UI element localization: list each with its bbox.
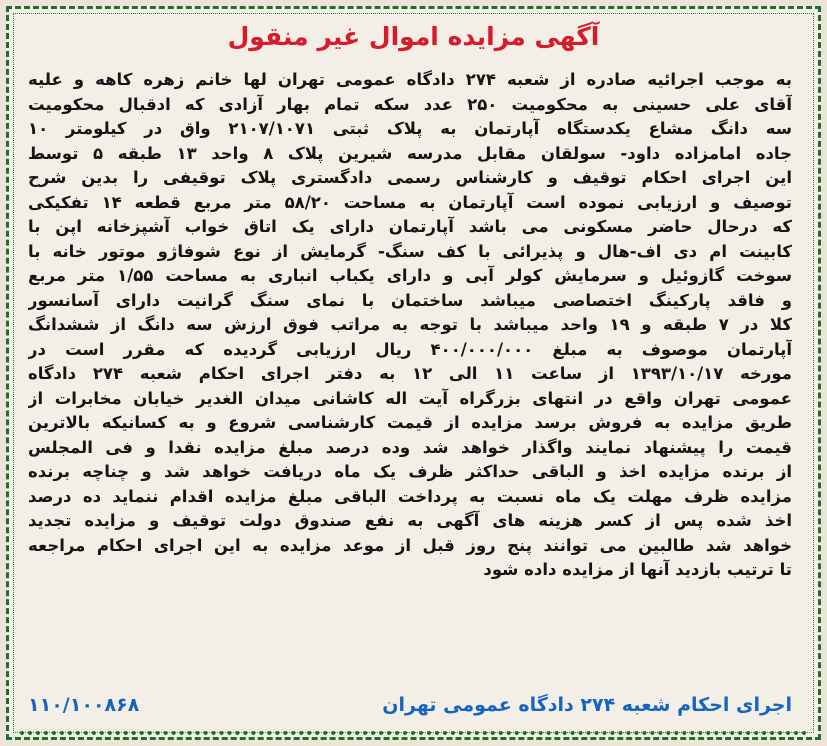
- notice-line: عمومی تهران واقع در انتهای بزرگراه آیت اله کاشانی میدان الغدیر خیابان مخابرات از: [28, 388, 792, 408]
- notice-line: سوخت گازوئیل و سرمایش کولر آبی و دارای یکباب انباری به مساحت ۱/۵۵ متر مربع: [28, 266, 792, 285]
- notice-line: سه دانگ مشاع یکدستگاه آپارتمان به پلاک ثبتی ۲۱۰۷/۱۰۷۱ واق در کیلومتر ۱۰: [28, 119, 792, 138]
- notice-line: قیمت را پیشنهاد نمایند واگذار خواهد شد وده درصد مبلغ مزایده نقدا و فی المجلس: [28, 437, 792, 457]
- notice-line: آقای علی حسینی به محکومیت ۲۵۰ عدد سکه تمام بهار آزادی که ادقبال محکومیت: [28, 94, 792, 114]
- notice-line: طریق مزایده به فروش برسد مزایده از قیمت کارشناسی شروع و به کسانیکه بالاترین: [28, 413, 792, 432]
- notice-line: از برنده مزایده اخذ و الباقی حداکثر ظرف یک ماه دریافت خواهد شد و چناچه برنده: [28, 462, 792, 481]
- notice-footer: [28, 690, 792, 720]
- notice-line: کابینت ام دی اف-هال و پذیرائی با کف سنگ- گرمایش از نوع شوفاژو موتور خانه با: [28, 241, 792, 261]
- notice-line: مورخه ۱۳۹۳/۱۰/۱۷ از ساعت ۱۱ الی ۱۲ به دفتر اجرای احکام شعبه ۲۷۴ دادگاه: [28, 364, 792, 383]
- notice-line: مزایده ظرف مهلت یک ماه نسبت به پرداخت الباقی مبلغ مزایده اقدام ننماید ده درصد: [28, 486, 792, 506]
- notice-title: آگهی مزایده اموال غیر منقول: [227, 22, 600, 51]
- notice-line: آپارتمان موصوف به مبلغ ۴۰۰/۰۰۰/۰۰۰ ریال ارزیابی گردیده که مقرر است در: [28, 339, 792, 359]
- notice-line: کلا در ۷ طبقه و ۱۹ واحد میباشد با توجه به مراتب فوق ارزش سه دانگ از ششدانگ: [28, 315, 792, 334]
- notice-line: اخذ شده پس از کسر هزینه های آگهی به نفع صندوق دولت توقیف و مزایده تجدید: [28, 511, 792, 530]
- notice-line-last: تا ترتیب بازدید آنها از مزایده داده شود: [483, 560, 792, 579]
- issuer-name: اجرای احکام شعبه ۲۷۴ دادگاه عمومی تهران: [382, 694, 792, 716]
- notice-body: [28, 68, 792, 583]
- notice-line: جاده امامزاده داود- سولقان مقابل مدرسه شیرین پلاک ۸ واحد ۱۳ طبقه ۵ توسط: [28, 143, 792, 163]
- notice-line: به موجب اجرائیه صادره از شعبه ۲۷۴ دادگاه عمومی تهران لها خانم زهره کاهه و علیه: [28, 70, 792, 89]
- notice-line: که درحال حاضر مسکونی می باشد آپارتمان دارای یک اتاق خواب آشپزخانه اپن با: [28, 217, 792, 236]
- notice-line: خواهد شد طالبین می توانند پنج روز قبل از موعد مزایده به این اجرای احکام مراجعه: [28, 535, 792, 555]
- decorative-bottom-border: [20, 731, 807, 742]
- reference-number: ۱۱۰/۱۰۰۸۶۸: [28, 694, 140, 716]
- notice-line: و فاقد پارکینگ اختصاصی میباشد ساختمان با نمای سنگ گرانیت دارای آسانسور: [28, 290, 792, 310]
- notice-line: این اجرای احکام توقیف و کارشناس رسمی دادگستری پلاک توقیفی را بدین شرح: [28, 168, 792, 187]
- notice-line: توصیف و ارزیابی نموده است آپارتمان به مساحت ۵۸/۲۰ متر مربع قطعه ۱۴ تفکیکی: [28, 192, 792, 212]
